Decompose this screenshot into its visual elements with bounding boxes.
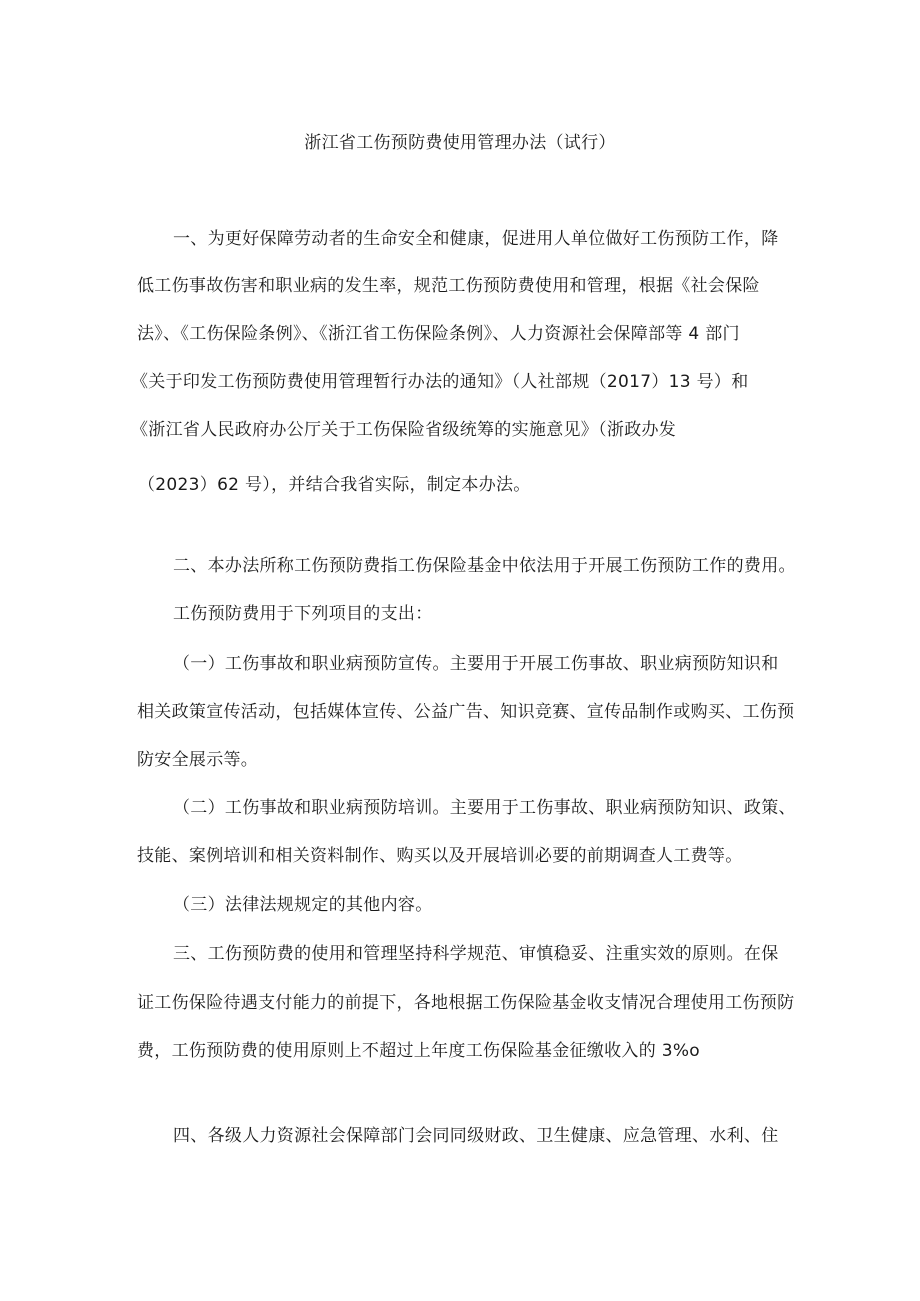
text-line: 《关于印发工伤预防费使用管理暂行办法的通知》（人社部规（2017）13 号）和: [131, 372, 749, 392]
text-line: 一、为更好保障劳动者的生命安全和健康，促进用人单位做好工伤预防工作，降: [173, 229, 779, 249]
text-line: 防安全展示等。: [137, 750, 259, 770]
text-line: （三）法律法规规定的其他内容。: [173, 895, 433, 915]
text-line: 低工伤事故伤害和职业病的发生率，规范工伤预防费使用和管理，根据《社会保险: [137, 276, 760, 296]
text-line: 四、各级人力资源社会保障部门会同同级财政、卫生健康、应急管理、水利、住: [173, 1126, 779, 1146]
text-line: 相关政策宣传活动，包括媒体宣传、公益广告、知识竞赛、宣传品制作或购买、工伤预: [137, 702, 795, 722]
text-line: 三、工伤预防费的使用和管理坚持科学规范、审慎稳妥、注重实效的原则。在保: [173, 944, 779, 964]
text-line: 技能、案例培训和相关资料制作、购买以及开展培训必要的前期调查人工费等。: [137, 846, 743, 866]
document-title: 浙江省工伤预防费使用管理办法（试行）: [304, 133, 616, 153]
text-line: 《浙江省人民政府办公厅关于工伤保险省级统筹的实施意见》（浙政办发: [131, 420, 677, 440]
text-line: 工伤预防费用于下列项目的支出：: [173, 604, 433, 624]
text-line: （2023）62 号），并结合我省实际，制定本办法。: [138, 475, 531, 495]
text-line: 二、本办法所称工伤预防费指工伤保险基金中依法用于开展工伤预防工作的费用。: [173, 556, 796, 576]
text-line: 费，工伤预防费的使用原则上不超过上年度工伤保险基金征缴收入的 3%o: [137, 1041, 700, 1061]
text-line: 证工伤保险待遇支付能力的前提下，各地根据工伤保险基金收支情况合理使用工伤预防: [137, 993, 795, 1013]
text-line: （一）工伤事故和职业病预防宣传。主要用于开展工伤事故、职业病预防知识和: [173, 654, 779, 674]
text-line: （二）工伤事故和职业病预防培训。主要用于工伤事故、职业病预防知识、政策、: [173, 798, 796, 818]
text-line: 法》、《工伤保险条例》、《浙江省工伤保险条例》、人力资源社会保障部等 4 部门: [137, 324, 740, 344]
